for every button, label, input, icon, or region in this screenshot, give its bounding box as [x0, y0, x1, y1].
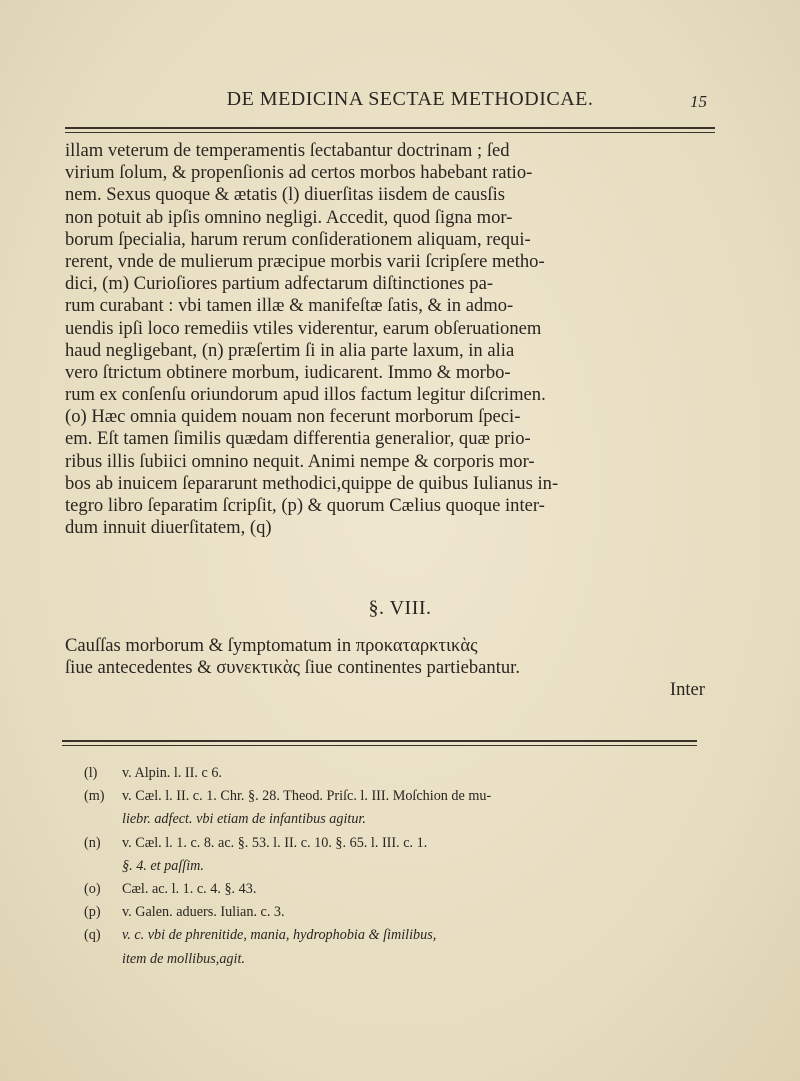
footnote-text: §. 4. et paſſim. [122, 857, 204, 874]
text-line: dum innuit diuerſitatem, (q) [65, 517, 272, 539]
text-line: haud negligebant, (n) præſertim ſi in alia parte laxum, in alia [65, 339, 515, 361]
footnote-label: (p) [84, 904, 101, 921]
footnote-label: (l) [84, 765, 98, 781]
text-line: rum ex conſenſu oriundorum apud illos factum legitur diſcrimen. [65, 384, 546, 406]
footnote [84, 901, 704, 924]
text-line: rerent, vnde de mulierum præcipue morbis varii ſcripſere metho- [65, 250, 545, 272]
running-header [0, 88, 800, 118]
footnote-text: v. Alpin. l. II. c 6. [122, 765, 222, 781]
footnote-label: (q) [84, 927, 101, 944]
text-line: (o) Hæc omnia quidem nouam non fecerunt morborum ſpeci- [65, 406, 521, 428]
text-line: em. Eſt tamen ſimilis quædam differentia generalior, quæ prio- [65, 428, 531, 450]
footnote [84, 832, 704, 855]
running-title: DE MEDICINA SECTAE METHODICAE. [226, 88, 594, 110]
text-line: ſiue antecedentes & συνεκτικὰς ſiue continentes partiebantur. [65, 657, 520, 679]
text-line: nem. Sexus quoque & ætatis (l) diuerſitas iisdem de causſis [65, 184, 505, 206]
catchword: Inter [669, 679, 705, 701]
footnote-text: Cæl. ac. l. 1. c. 4. §. 43. [122, 880, 257, 897]
text-line: borum ſpecialia, harum rerum conſiderationem aliquam, requi- [65, 228, 531, 250]
section-paragraph [65, 635, 705, 702]
text-line: tegro libro ſeparatim ſcripſit, (p) & quorum Cælius quoque inter- [65, 495, 545, 516]
footnote-text: liebr. adfect. vbi etiam de infantibus agitur. [122, 811, 366, 828]
footnote [84, 785, 704, 808]
footnote-continuation [84, 948, 704, 971]
footnote-continuation [84, 855, 704, 878]
text-line: dici, (m) Curioſiores partium adfectarum diſtinctiones pa- [65, 273, 494, 295]
main-paragraph [65, 140, 705, 539]
footnote-continuation [84, 808, 704, 831]
footnote-text: v. Cæl. l. 1. c. 8. ac. §. 53. l. II. c. 10. §. 65. l. III. c. 1. [122, 834, 428, 851]
footnote-text: v. Galen. aduers. Iulian. c. 3. [122, 904, 285, 921]
text-line: virium ſolum, & propenſionis ad certos morbos habebant ratio- [65, 162, 533, 184]
text-line: non potuit ab ipſis omnino negligi. Accedit, quod ſigna mor- [65, 206, 513, 228]
header-rule [65, 127, 715, 133]
text-line: vero ſtrictum obtinere morbum, iudicarent. Immo & morbo- [65, 361, 511, 383]
footnote [84, 924, 704, 947]
text-line: ribus illis ſubiici omnino nequit. Animi nempe & corporis mor- [65, 450, 535, 472]
footnote-text: v. Cæl. l. II. c. 1. Chr. §. 28. Theod. Priſc. l. III. Moſchion de mu- [122, 788, 492, 805]
footnote-label: (o) [84, 880, 101, 897]
text-line: illam veterum de temperamentis ſectabantur doctrinam ; ſed [65, 140, 510, 161]
text-line: uendis ipſi loco remediis vtiles viderentur, earum obſeruationem [65, 317, 542, 339]
footnote-label: (m) [84, 788, 105, 805]
footnotes [84, 762, 704, 971]
footnote-label: (n) [84, 834, 101, 851]
page-number: 15 [690, 92, 707, 111]
footnote [84, 762, 704, 785]
text-line: rum curabant : vbi tamen illæ & manifeſtæ ſatis, & in admo- [65, 295, 514, 317]
footnote-text: v. c. vbi de phrenitide, mania, hydrophobia & ſimilibus, [122, 927, 437, 944]
footnote [84, 878, 704, 901]
footnote-rule [62, 740, 697, 746]
footnote-text: item de mollibus,agit. [122, 950, 245, 967]
text-line: Cauſſas morborum & ſymptomatum in προκαταρκτικὰς [65, 635, 478, 656]
section-heading: §. VIII. [368, 597, 432, 619]
text-line: bos ab inuicem ſepararunt methodici,quippe de quibus Iulianus in- [65, 472, 559, 494]
